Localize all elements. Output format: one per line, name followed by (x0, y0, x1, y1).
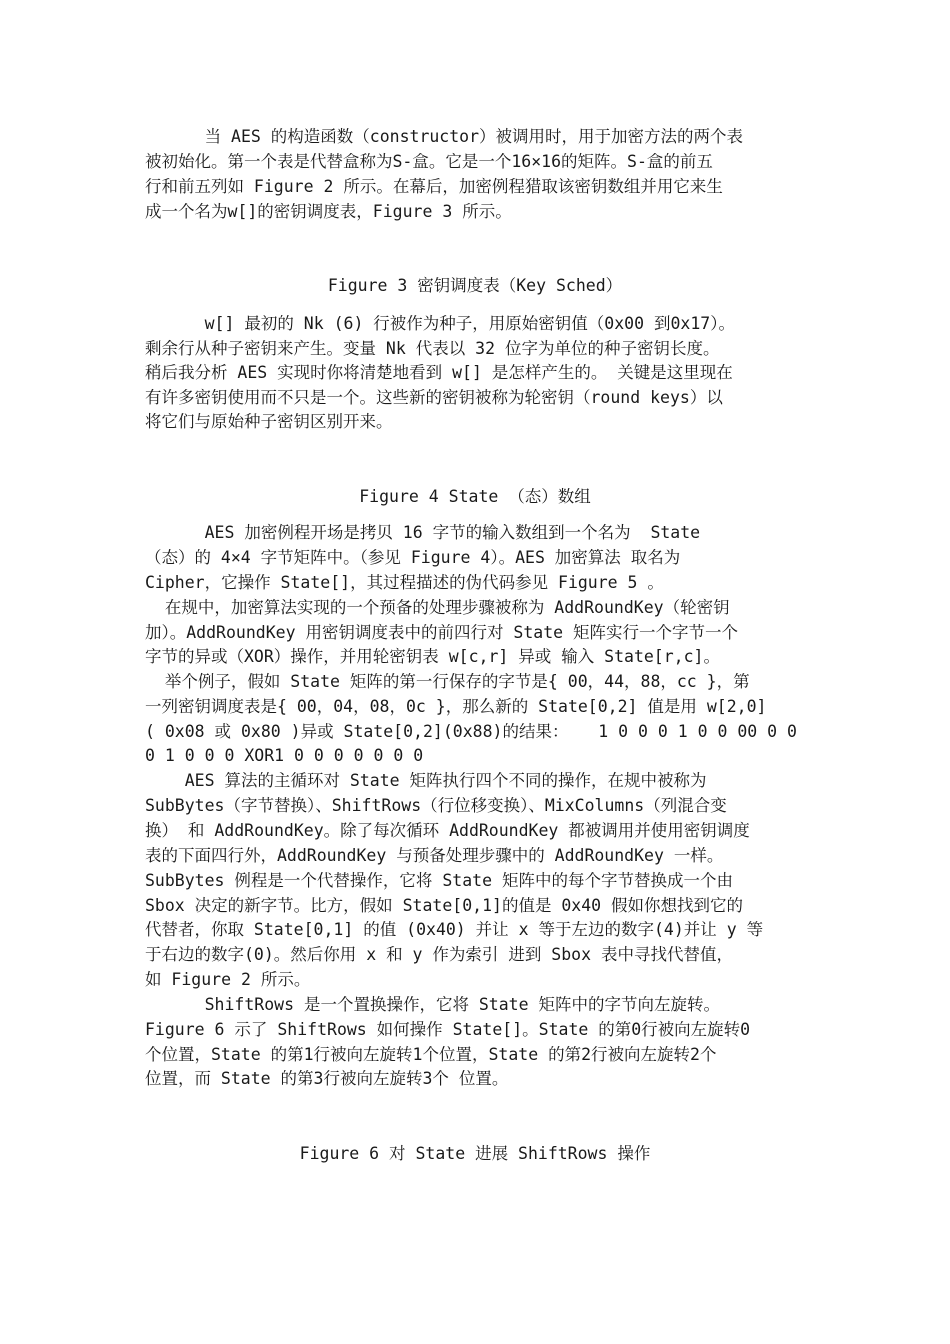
text-line: 有许多密钥使用而不只是一个。这些新的密钥被称为轮密钥（round keys）以 (145, 388, 723, 407)
text-line: 如 Figure 2 所示。 (145, 970, 311, 989)
text-line: 在规中，加密算法实现的一个预备的处理步骤被称为 AddRoundKey（轮密钥 (145, 598, 730, 617)
text-line: 0 1 0 0 0 XOR1 0 0 0 0 0 0 0 (145, 746, 424, 765)
text-line: Cipher，它操作 State[]，其过程描述的伪代码参见 Figure 5 。 (145, 573, 664, 592)
text-line: 换） 和 AddRoundKey。除了每次循环 AddRoundKey 都被调用并使用密钥调度 (145, 821, 750, 840)
text-line: 加）。AddRoundKey 用密钥调度表中的前四行对 State 矩阵实行一个字节一个 (145, 623, 738, 642)
text-line: 稍后我分析 AES 实现时你将清楚地看到 w[] 是怎样产生的。 关键是这里现在 (145, 363, 733, 382)
text-line: 于右边的数字(0)。然后你用 x 和 y 作为索引 进到 Sbox 表中寻找代替值， (145, 945, 733, 964)
text-line: Figure 6 示了 ShiftRows 如何操作 State[]。State 的第0行被向左旋转0 (145, 1020, 751, 1039)
text-line: 位置，而 State 的第3行被向左旋转3个 位置。 (145, 1069, 509, 1088)
text-line: 表的下面四行外，AddRoundKey 与预备处理步骤中的 AddRoundKey 一样。 (145, 846, 724, 865)
text-line: 一列密钥调度表是{ 00，04，08，0c }，那么新的 State[0,2] 值是用 w[2,0] (145, 697, 767, 716)
text-line: 剩余行从种子密钥来产生。变量 Nk 代表以 32 位字为单位的种子密钥长度。 (145, 339, 720, 358)
figure-4-caption: Figure 4 State （态）数组 (359, 487, 591, 506)
text-line: 代替者，你取 State[0,1] 的值 (0x40) 并让 x 等于左边的数字(4)并让 y 等 (145, 920, 764, 939)
text-line: ( 0x08 或 0x80 )异或 State[0,2](0x88)的结果： 1 0 0 0 1 0 0 00 0 0 (145, 722, 797, 741)
text-line: （态）的 4×4 字节矩阵中。（参见 Figure 4）。AES 加密算法 取名为 (145, 548, 681, 567)
text-line: SubBytes 例程是一个代替操作，它将 State 矩阵中的每个字节替换成一个由 (145, 871, 733, 890)
figure-3-caption: Figure 3 密钥调度表（Key Sched） (327, 276, 623, 295)
text-line: SubBytes（字节替换）、ShiftRows（行位移变换）、MixColumns（列混合变 (145, 796, 727, 815)
figure-6-caption: Figure 6 对 State 进展 ShiftRows 操作 (299, 1144, 651, 1163)
text-line: ShiftRows 是一个置换操作，它将 State 矩阵中的字节向左旋转。 (145, 995, 720, 1014)
text-line: 行和前五列如 Figure 2 所示。在幕后，加密例程猎取该密钥数组并用它来生 (145, 177, 723, 196)
text-line: 当 AES 的构造函数（constructor）被调用时，用于加密方法的两个表 (145, 127, 744, 146)
text-line: 个位置，State 的第1行被向左旋转1个位置，State 的第2行被向左旋转2个 (145, 1045, 717, 1064)
text-line: 被初始化。第一个表是代替盒称为S-盒。它是一个16×16的矩阵。S-盒的前五 (145, 152, 713, 171)
text-line: AES 加密例程开场是拷贝 16 字节的输入数组到一个名为 State (145, 523, 701, 542)
text-line: 将它们与原始种子密钥区别开来。 (145, 412, 393, 431)
text-line: 字节的异或（XOR）操作，并用轮密钥表 w[c,r] 异或 输入 State[r,c]。 (145, 647, 720, 666)
text-line: 举个例子，假如 State 矩阵的第一行保存的字节是{ 00，44，88，cc }，第 (145, 672, 750, 691)
text-line: Sbox 决定的新字节。比方，假如 State[0,1]的值是 0x40 假如你想找到它的 (145, 896, 744, 915)
text-line: 成一个名为w[]的密钥调度表，Figure 3 所示。 (145, 202, 512, 221)
text-line: w[] 最初的 Nk (6) 行被作为种子，用原始密钥值（0x00 到0x17）。 (145, 314, 735, 333)
text-line: AES 算法的主循环对 State 矩阵执行四个不同的操作，在规中被称为 (145, 771, 707, 790)
